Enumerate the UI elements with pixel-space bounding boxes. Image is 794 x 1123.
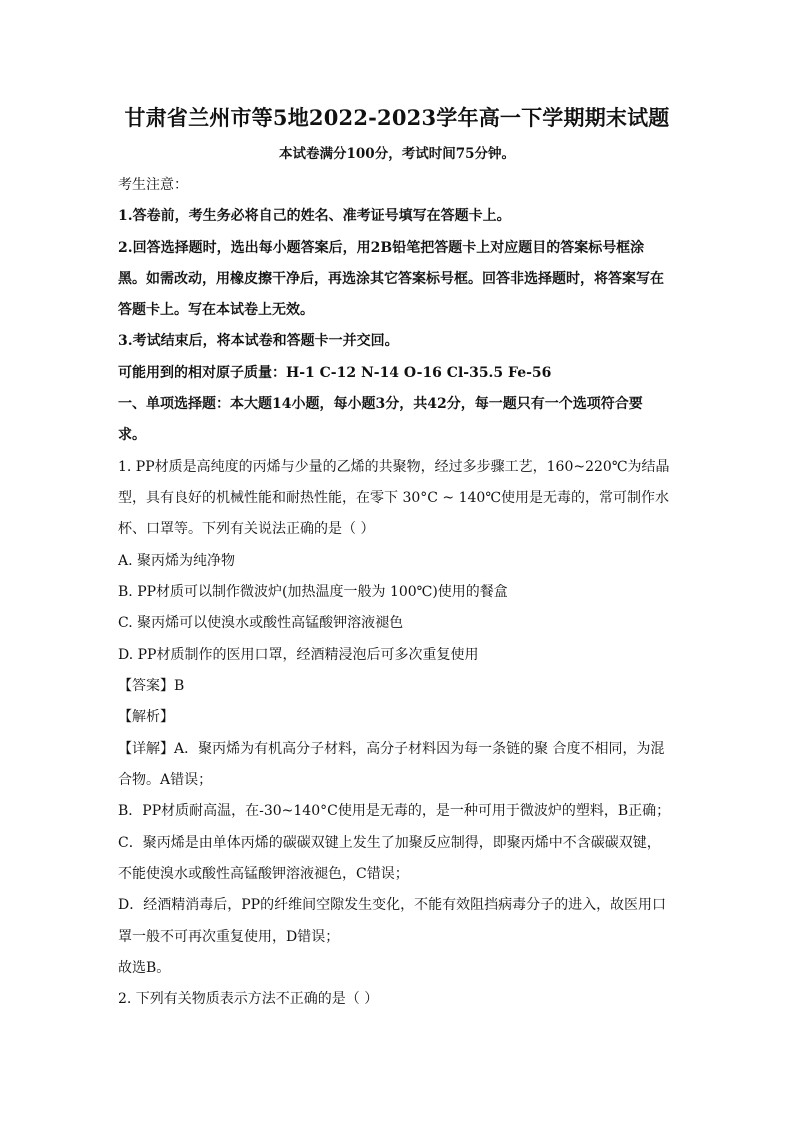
exam-info: 本试卷满分100分，考试时间75分钟。 bbox=[279, 146, 515, 162]
question-stem: 型，具有良好的机械性能和耐热性能，在零下 30°C ~ 140℃使用是无毒的，常可制作水 bbox=[118, 490, 669, 506]
notice-line: 答题卡上。写在本试卷上无效。 bbox=[118, 302, 314, 318]
detail-line: D．经酒精消毒后，PP的纤维间空隙发生变化，不能有效阻挡病毒分子的进入，故医用口 bbox=[118, 897, 667, 913]
notice-line: 2.回答选择题时，选出每小题答案后，用2B铅笔把答题卡上对应题目的答案标号框涂 bbox=[118, 240, 645, 256]
detail-line: 合物。A错误； bbox=[118, 772, 213, 788]
detail-line: C．聚丙烯是由单体丙烯的碳碳双键上发生了加聚反应制得，即聚丙烯中不含碳碳双键， bbox=[118, 835, 661, 851]
notice-line: 黑。如需改动，用橡皮擦干净后，再选涂其它答案标号框。回答非选择题时，将答案写在 bbox=[118, 271, 664, 287]
question-stem: 2. 下列有关物质表示方法不正确的是（ ） bbox=[118, 991, 379, 1007]
question-stem: 杯、口罩等。下列有关说法正确的是（ ） bbox=[118, 521, 375, 537]
atomic-mass-line: 可能用到的相对原子质量：H-1 C-12 N-14 O-16 Cl-35.5 Fe-56 bbox=[118, 365, 552, 381]
question-stem: 1. PP材质是高纯度的丙烯与少量的乙烯的共聚物，经过多步骤工艺，160~220℃为结晶 bbox=[118, 459, 670, 475]
page-title: 甘肃省兰州市等5地2022-2023学年高一下学期期末试题 bbox=[124, 105, 670, 130]
conclusion-line: 故选B。 bbox=[118, 960, 171, 976]
detail-line: 不能使溴水或酸性高锰酸钾溶液褪色，C错误； bbox=[118, 866, 409, 882]
detail-line: 罩一般不可再次重复使用，D错误； bbox=[118, 929, 340, 945]
section-heading: 一、单项选择题：本大题14小题，每小题3分，共42分，每一题只有一个选项符合要 bbox=[118, 396, 643, 412]
option-c: C. 聚丙烯可以使溴水或酸性高锰酸钾溶液褪色 bbox=[118, 615, 404, 631]
notice-line: 1.答卷前，考生务必将自己的姓名、准考证号填写在答题卡上。 bbox=[118, 208, 511, 224]
detail-line: 【详解】A．聚丙烯为有机高分子材料，高分子材料因为每一条链的聚 合度不相同，为混 bbox=[118, 741, 665, 757]
detail-line: B．PP材质耐高温，在-30~140°C使用是无毒的，是一种可用于微波炉的塑料，B正确； bbox=[118, 803, 671, 819]
option-a: A. 聚丙烯为纯净物 bbox=[118, 553, 236, 569]
answer-label: 【答案】B bbox=[118, 678, 185, 694]
option-d: D. PP材质制作的医用口罩，经酒精浸泡后可多次重复使用 bbox=[118, 647, 479, 663]
section-heading-cont: 求。 bbox=[118, 427, 146, 443]
notice-heading: 考生注意： bbox=[118, 177, 188, 193]
notice-line: 3.考试结束后，将本试卷和答题卡一并交回。 bbox=[118, 333, 399, 349]
option-b: B. PP材质可以制作微波炉(加热温度一般为 100℃)使用的餐盒 bbox=[118, 584, 508, 600]
analysis-label: 【解析】 bbox=[118, 709, 174, 725]
